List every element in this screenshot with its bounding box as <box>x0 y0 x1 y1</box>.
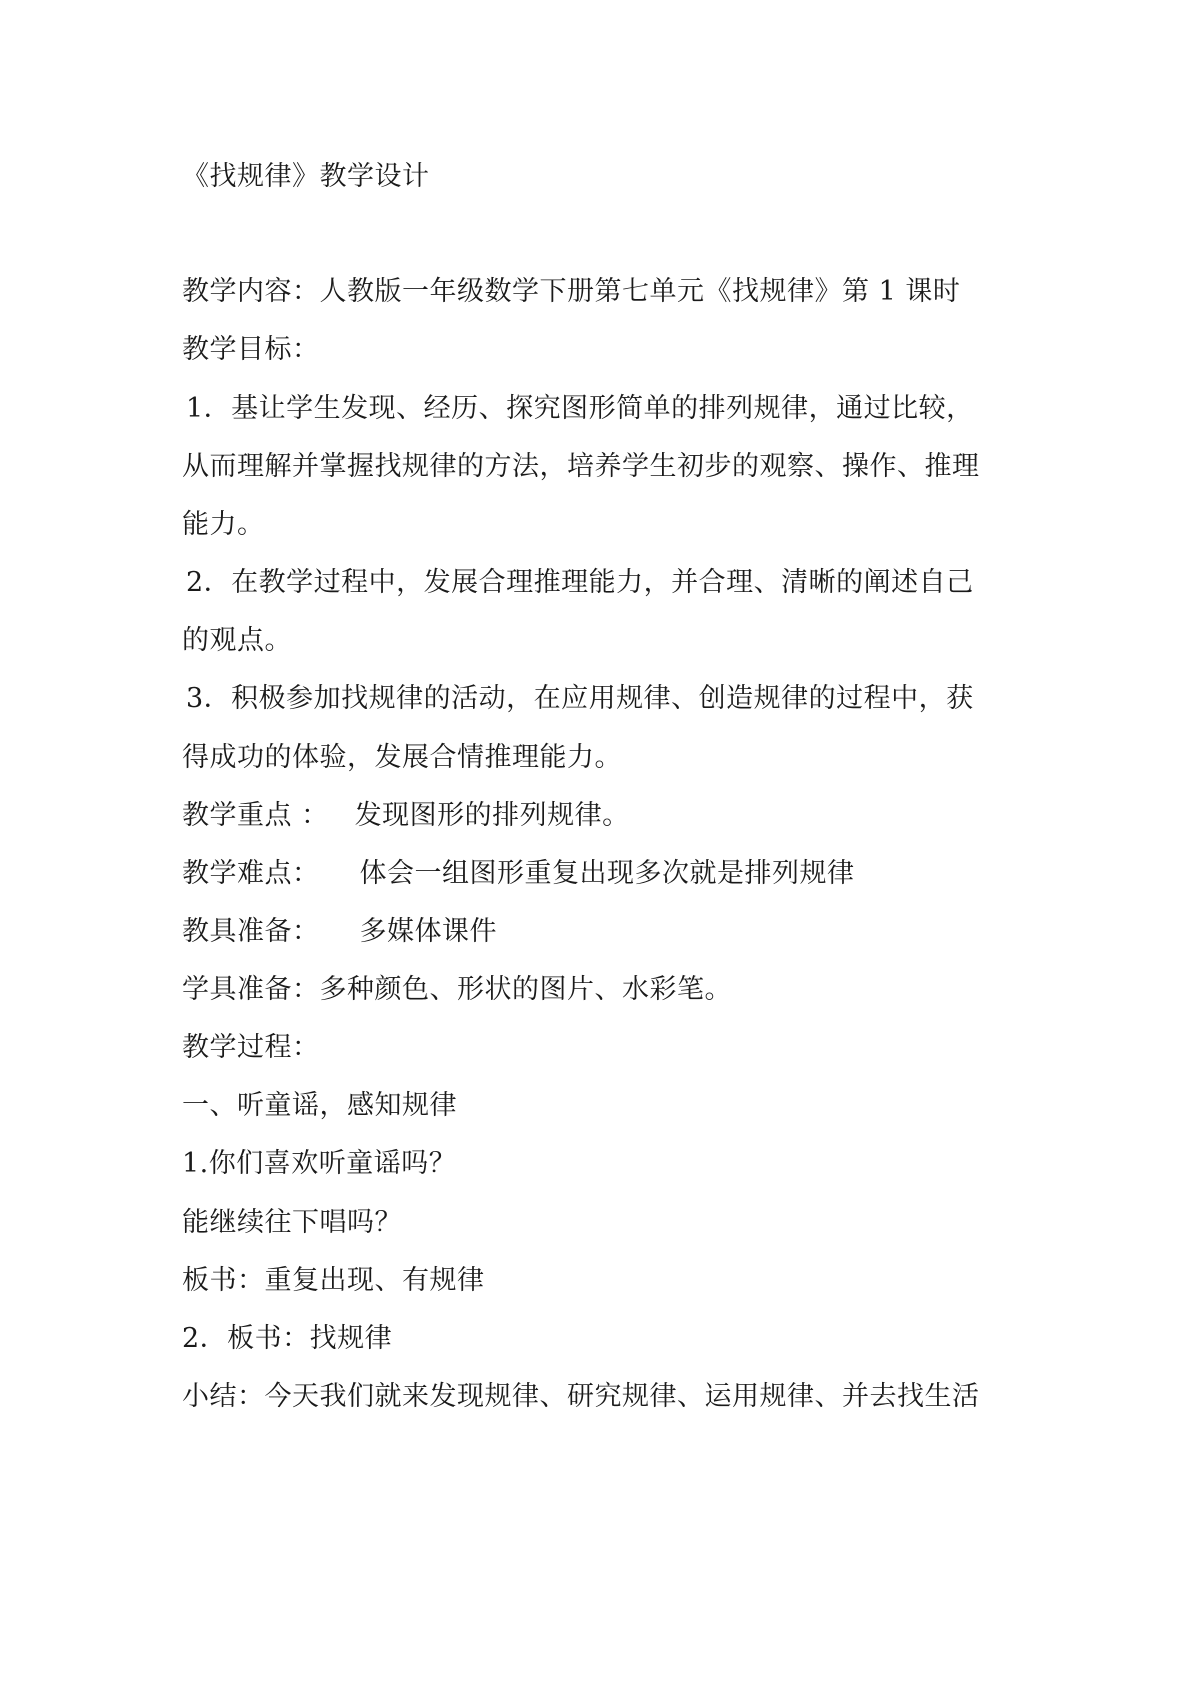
difficulty-value: 体会一组图形重复出现多次就是排列规律 <box>359 858 855 889</box>
teacher-tools-label: 教具准备： <box>182 916 320 947</box>
student-tools: 学具准备：多种颜色、形状的图片、水彩笔。 <box>182 974 732 1005</box>
goal-3-line-1: 3．积极参加找规律的活动，在应用规律、创造规律的过程中，获 <box>186 683 974 714</box>
goal-2-line-1: 2．在教学过程中，发展合理推理能力，并合理、清晰的阐述自己 <box>186 567 974 598</box>
key-point-row <box>182 799 630 833</box>
difficulty-label: 教学难点： <box>182 858 320 889</box>
summary: 小结：今天我们就来发现规律、研究规律、运用规律、并去找生活 <box>182 1381 980 1412</box>
goal-3-line-2: 得成功的体验，发展合情推理能力。 <box>182 742 622 773</box>
key-point-value: 发现图形的排列规律。 <box>354 800 630 831</box>
process-heading: 教学过程： <box>182 1032 320 1063</box>
teaching-content: 教学内容：人教版一年级数学下册第七单元《找规律》第 1 课时 <box>182 276 961 307</box>
goals-heading: 教学目标： <box>182 334 320 365</box>
goal-1-line-1: 1．基让学生发现、经历、探究图形简单的排列规律，通过比较， <box>186 393 974 424</box>
goal-2-line-2: 的观点。 <box>182 625 292 656</box>
difficulty-row <box>182 857 855 891</box>
teacher-tools-value: 多媒体课件 <box>359 916 497 947</box>
board-note-2: 2．板书：找规律 <box>182 1323 393 1354</box>
document-title: 《找规律》教学设计 <box>182 161 430 192</box>
teacher-tools-row <box>182 915 497 949</box>
question-1: 1.你们喜欢听童谣吗？ <box>182 1148 457 1179</box>
goal-1-line-2: 从而理解并掌握找规律的方法，培养学生初步的观察、操作、推理 <box>182 451 980 482</box>
key-point-label: 教学重点 ： <box>182 800 329 831</box>
question-2: 能继续往下唱吗？ <box>182 1207 402 1238</box>
section-1-heading: 一、听童谣，感知规律 <box>182 1090 457 1121</box>
board-note-1: 板书：重复出现、有规律 <box>182 1265 485 1296</box>
goal-1-line-3: 能力。 <box>182 509 265 540</box>
